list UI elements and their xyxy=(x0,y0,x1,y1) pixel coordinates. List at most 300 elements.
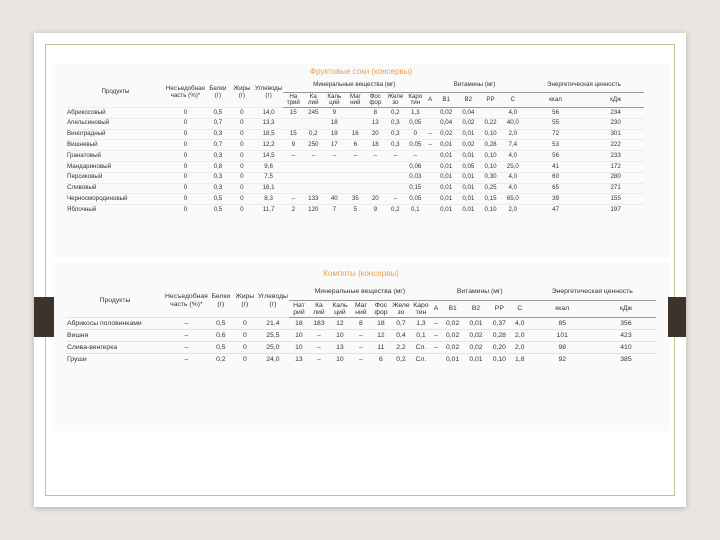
sub-header: Ка лий xyxy=(309,301,329,318)
table-cell xyxy=(345,183,365,194)
juices-panel xyxy=(54,65,668,257)
table-cell: – xyxy=(309,354,329,366)
table-cell: 0,01 xyxy=(435,140,457,151)
edible-header: Несъедобная часть (%)* xyxy=(165,85,205,99)
table-cell: 0,3 xyxy=(206,151,230,162)
minerals-header: Минеральные вещества (мг) xyxy=(289,284,431,301)
table-cell: 0 xyxy=(165,161,206,172)
table-cell: 9 xyxy=(365,205,385,215)
table-cell: 13,3 xyxy=(254,118,283,129)
table-cell: 233 xyxy=(587,151,644,162)
energy-header: Энергетическая ценность xyxy=(524,78,644,93)
table-cell: 271 xyxy=(587,183,644,194)
table-cell: 0,3 xyxy=(385,140,405,151)
table-cell: 18 xyxy=(289,318,309,330)
table-row xyxy=(66,318,656,330)
table-cell xyxy=(425,151,435,162)
sub-header: Желе зо xyxy=(385,93,405,108)
table-cell: 280 xyxy=(587,172,644,183)
table-cell: – xyxy=(365,151,385,162)
table-cell: 0 xyxy=(165,205,206,215)
compotes-title: Компоты (консервы) xyxy=(323,269,399,278)
table-cell: 35 xyxy=(345,194,365,205)
table-cell: 0,3 xyxy=(385,118,405,129)
table-cell: 0,03 xyxy=(405,172,425,183)
table-cell: 8 xyxy=(351,318,371,330)
table-cell: 10 xyxy=(329,354,351,366)
juices-header-row xyxy=(66,78,644,93)
table-cell: 0 xyxy=(230,172,254,183)
table-cell: 7,5 xyxy=(254,172,283,183)
table-cell: 301 xyxy=(587,129,644,140)
table-row xyxy=(66,354,656,366)
table-cell: 197 xyxy=(587,205,644,215)
energy-header: Энергетическая ценность xyxy=(529,284,656,301)
table-cell xyxy=(323,183,345,194)
table-cell: 0,01 xyxy=(457,194,479,205)
table-cell: 20 xyxy=(365,194,385,205)
table-cell: 21,4 xyxy=(257,318,289,330)
table-cell: 0 xyxy=(165,183,206,194)
table-cell: 0,01 xyxy=(457,172,479,183)
table-cell: 0,15 xyxy=(479,194,501,205)
sub-header: Ка лий xyxy=(303,93,323,108)
product-name-cell: Яблочный xyxy=(66,205,165,215)
table-cell: – xyxy=(405,151,425,162)
sub-header: ккал xyxy=(529,301,596,318)
table-cell: 0,02 xyxy=(441,318,464,330)
table-cell: 0,01 xyxy=(457,129,479,140)
table-cell: – xyxy=(425,129,435,140)
table-cell: 0,01 xyxy=(435,161,457,172)
table-cell: 101 xyxy=(529,330,596,342)
compotes-table xyxy=(66,284,656,365)
table-cell: 0 xyxy=(233,342,257,354)
sub-header: А xyxy=(425,93,435,108)
table-cell: 0,10 xyxy=(479,151,501,162)
table-cell: 53 xyxy=(524,140,587,151)
table-row xyxy=(66,108,644,119)
juices-body xyxy=(66,108,644,215)
sub-header: В1 xyxy=(435,93,457,108)
sub-header: А xyxy=(431,301,441,318)
table-cell: 0,4 xyxy=(391,330,411,342)
table-cell: 0 xyxy=(230,151,254,162)
table-cell: – xyxy=(164,330,209,342)
table-cell: 0,28 xyxy=(488,330,511,342)
table-cell: 18 xyxy=(323,118,345,129)
table-cell xyxy=(283,183,303,194)
table-cell: 0,01 xyxy=(435,151,457,162)
table-cell: 0,01 xyxy=(457,205,479,215)
table-cell: 4,0 xyxy=(511,318,529,330)
table-cell xyxy=(303,172,323,183)
table-cell: 85 xyxy=(529,318,596,330)
vitamins-header: Витамины (мг) xyxy=(425,78,524,93)
table-cell: 423 xyxy=(596,330,656,342)
table-cell: 7 xyxy=(323,205,345,215)
proteins-header: Белки (г) xyxy=(211,293,231,308)
table-cell: 10 xyxy=(329,330,351,342)
table-cell: 0 xyxy=(233,330,257,342)
minerals-header: Минеральные вещества (мг) xyxy=(283,78,425,93)
table-cell: 92 xyxy=(529,354,596,366)
table-cell: 15 xyxy=(283,108,303,119)
table-cell: 172 xyxy=(587,161,644,172)
edible-header: Несъедобная часть (%)* xyxy=(165,293,208,308)
table-cell: 0 xyxy=(165,151,206,162)
table-cell: – xyxy=(309,330,329,342)
table-cell xyxy=(385,183,405,194)
table-cell: – xyxy=(431,318,441,330)
table-cell: 0,5 xyxy=(206,205,230,215)
product-name-cell: Абрикосовый xyxy=(66,108,165,119)
table-cell: 0,5 xyxy=(209,342,233,354)
table-cell: 5 xyxy=(345,205,365,215)
product-name-cell: Виноградный xyxy=(66,129,165,140)
table-cell: 0,37 xyxy=(488,318,511,330)
table-row xyxy=(66,342,656,354)
table-cell: 14,5 xyxy=(254,151,283,162)
sub-header: С xyxy=(502,93,524,108)
table-cell: – xyxy=(303,151,323,162)
sub-header: ккал xyxy=(524,93,587,108)
table-cell: 0,25 xyxy=(479,183,501,194)
table-cell: 10 xyxy=(289,342,309,354)
table-cell: 15 xyxy=(283,129,303,140)
table-cell: 2,2 xyxy=(391,342,411,354)
table-cell: 0,01 xyxy=(464,354,487,366)
table-cell xyxy=(345,118,365,129)
sub-header: На трий xyxy=(283,93,303,108)
sub-header: Фос фор xyxy=(371,301,391,318)
table-cell: 0 xyxy=(230,129,254,140)
table-cell: – xyxy=(164,342,209,354)
table-cell: 4,0 xyxy=(502,108,524,119)
table-cell: 55 xyxy=(524,118,587,129)
table-cell: 0 xyxy=(230,194,254,205)
table-cell: – xyxy=(323,151,345,162)
table-cell: – xyxy=(345,151,365,162)
table-cell: 0 xyxy=(165,172,206,183)
table-cell: Сл. xyxy=(411,342,431,354)
table-cell xyxy=(425,205,435,215)
table-cell: 133 xyxy=(303,194,323,205)
carbs-header: Углеводы (г) xyxy=(257,293,288,308)
table-cell xyxy=(425,194,435,205)
table-cell: 16 xyxy=(345,129,365,140)
table-row xyxy=(66,205,644,215)
table-cell: 2,0 xyxy=(511,330,529,342)
table-cell xyxy=(365,172,385,183)
table-cell: – xyxy=(309,342,329,354)
table-cell xyxy=(303,183,323,194)
table-cell: 18 xyxy=(365,140,385,151)
table-cell: 385 xyxy=(596,354,656,366)
table-cell: 0,01 xyxy=(435,183,457,194)
table-cell: 0,2 xyxy=(303,129,323,140)
table-cell: 0 xyxy=(230,118,254,129)
table-cell xyxy=(385,161,405,172)
product-name-cell: Персиковый xyxy=(66,172,165,183)
table-cell: 0,05 xyxy=(405,194,425,205)
sub-header: РР xyxy=(479,93,501,108)
table-cell: 0 xyxy=(230,183,254,194)
table-row xyxy=(66,118,644,129)
table-cell: 0,5 xyxy=(209,318,233,330)
vitamins-header: Витамины (мг) xyxy=(431,284,529,301)
product-name-cell: Мандариновый xyxy=(66,161,165,172)
proteins-header: Белки (г) xyxy=(209,85,227,99)
table-cell: 0,02 xyxy=(464,342,487,354)
table-cell: 2 xyxy=(283,205,303,215)
product-name-cell: Груши xyxy=(66,354,164,366)
table-cell: 0 xyxy=(233,354,257,366)
table-cell: 0,05 xyxy=(405,118,425,129)
table-cell: 183 xyxy=(309,318,329,330)
product-name-cell: Апельсиновый xyxy=(66,118,165,129)
compotes-body xyxy=(66,318,656,366)
table-cell: 120 xyxy=(303,205,323,215)
table-cell: 0,10 xyxy=(479,205,501,215)
table-row xyxy=(66,151,644,162)
table-cell: – xyxy=(351,342,371,354)
sub-header: Желе зо xyxy=(392,301,410,316)
table-cell: 0,01 xyxy=(435,205,457,215)
table-cell: 47 xyxy=(524,205,587,215)
table-cell: 39 xyxy=(524,194,587,205)
table-cell: 0,05 xyxy=(405,140,425,151)
juices-title: Фруктовые соки (консервы) xyxy=(309,67,413,76)
table-cell: 0,15 xyxy=(405,183,425,194)
table-cell: 1,3 xyxy=(411,318,431,330)
table-cell: 0,8 xyxy=(206,161,230,172)
table-cell: – xyxy=(164,318,209,330)
sub-header: В2 xyxy=(464,301,487,318)
table-cell: 0,02 xyxy=(464,330,487,342)
table-cell: 0,04 xyxy=(457,108,479,119)
table-cell: 155 xyxy=(587,194,644,205)
table-cell: 12 xyxy=(329,318,351,330)
table-cell: 25,5 xyxy=(257,330,289,342)
sub-header: Фос фор xyxy=(365,93,385,108)
table-cell: 0,20 xyxy=(488,342,511,354)
table-cell: 0,3 xyxy=(206,183,230,194)
table-cell: 0,01 xyxy=(435,194,457,205)
table-cell: 2,0 xyxy=(502,129,524,140)
table-row xyxy=(66,330,656,342)
table-cell xyxy=(365,183,385,194)
sub-header: кДж xyxy=(587,93,644,108)
table-cell: 16,1 xyxy=(254,183,283,194)
table-cell: 40 xyxy=(323,194,345,205)
table-cell: 20 xyxy=(365,129,385,140)
table-row xyxy=(66,194,644,205)
table-cell: 25,0 xyxy=(502,161,524,172)
table-cell: 0 xyxy=(165,140,206,151)
table-cell xyxy=(425,183,435,194)
table-cell xyxy=(323,161,345,172)
table-cell xyxy=(425,172,435,183)
table-cell: Сл. xyxy=(411,354,431,366)
table-cell: 0,02 xyxy=(441,342,464,354)
table-cell: 0,2 xyxy=(385,108,405,119)
sub-header: В2 xyxy=(457,93,479,108)
product-name-cell: Абрикосы половинками xyxy=(66,318,164,330)
product-name-cell: Слива-венгерка xyxy=(66,342,164,354)
table-cell: 0,01 xyxy=(457,151,479,162)
table-cell: 11,7 xyxy=(254,205,283,215)
table-cell xyxy=(283,118,303,129)
table-cell: 4,0 xyxy=(502,172,524,183)
table-cell: 0,10 xyxy=(479,161,501,172)
product-name-cell: Вишневый xyxy=(66,140,165,151)
table-cell: 0,7 xyxy=(391,318,411,330)
table-cell: 0,5 xyxy=(206,108,230,119)
sub-header: В1 xyxy=(441,301,464,318)
table-cell xyxy=(425,118,435,129)
table-cell: 0,02 xyxy=(457,118,479,129)
table-cell: 60 xyxy=(524,172,587,183)
table-cell: 0,01 xyxy=(441,354,464,366)
products-header: Продукты xyxy=(101,88,130,96)
table-cell: 1,3 xyxy=(405,108,425,119)
table-cell: 0 xyxy=(230,108,254,119)
table-cell: 0,10 xyxy=(488,354,511,366)
table-cell: 12,2 xyxy=(254,140,283,151)
table-cell: 0,1 xyxy=(411,330,431,342)
table-cell xyxy=(345,161,365,172)
table-cell: 0,01 xyxy=(435,172,457,183)
compotes-header-row xyxy=(66,284,656,301)
table-cell: 56 xyxy=(524,151,587,162)
sub-header: Каль ций xyxy=(323,93,345,108)
table-cell: 0 xyxy=(405,129,425,140)
table-cell: 0,3 xyxy=(206,129,230,140)
table-cell: – xyxy=(283,194,303,205)
sub-header: Каро тин xyxy=(405,93,425,108)
table-cell: 0,5 xyxy=(206,194,230,205)
table-cell: 0,10 xyxy=(479,129,501,140)
table-cell: – xyxy=(425,140,435,151)
table-cell xyxy=(425,108,435,119)
table-cell xyxy=(431,354,441,366)
table-cell xyxy=(283,172,303,183)
table-cell: 250 xyxy=(303,140,323,151)
table-cell: – xyxy=(431,330,441,342)
table-cell: 7,4 xyxy=(502,140,524,151)
table-cell xyxy=(479,108,501,119)
table-cell: 18,5 xyxy=(254,129,283,140)
table-cell: 25,0 xyxy=(257,342,289,354)
table-cell: 0,3 xyxy=(206,172,230,183)
table-cell: 41 xyxy=(524,161,587,172)
table-cell: 0 xyxy=(230,161,254,172)
table-cell: – xyxy=(351,354,371,366)
table-cell: 98 xyxy=(529,342,596,354)
table-cell: 56 xyxy=(524,108,587,119)
products-header: Продукты xyxy=(99,296,131,304)
table-cell: 0 xyxy=(165,194,206,205)
table-cell xyxy=(345,108,365,119)
table-cell: 0,06 xyxy=(405,161,425,172)
table-cell xyxy=(283,161,303,172)
table-cell: 14,0 xyxy=(254,108,283,119)
table-cell: – xyxy=(385,194,405,205)
table-cell: 0,04 xyxy=(435,118,457,129)
table-row xyxy=(66,129,644,140)
table-cell: 10 xyxy=(289,330,309,342)
table-cell: 13 xyxy=(365,118,385,129)
table-row xyxy=(66,161,644,172)
table-row xyxy=(66,172,644,183)
table-cell: 9 xyxy=(323,108,345,119)
table-cell xyxy=(425,161,435,172)
table-cell: 6 xyxy=(345,140,365,151)
sub-header: Каро тин xyxy=(411,301,431,318)
table-cell: – xyxy=(283,151,303,162)
table-cell: 0,02 xyxy=(435,108,457,119)
table-cell: 9,6 xyxy=(254,161,283,172)
table-cell: 0,01 xyxy=(457,183,479,194)
table-cell: 0,1 xyxy=(405,205,425,215)
table-cell: 0,28 xyxy=(479,140,501,151)
table-cell: – xyxy=(385,151,405,162)
table-cell: 13 xyxy=(289,354,309,366)
carbs-header: Углеводы (г) xyxy=(254,85,283,99)
table-cell: – xyxy=(164,354,209,366)
table-cell: 4,0 xyxy=(502,183,524,194)
table-cell: 24,0 xyxy=(257,354,289,366)
table-cell: 234 xyxy=(587,108,644,119)
table-cell: 13 xyxy=(329,342,351,354)
table-cell: 17 xyxy=(323,140,345,151)
table-cell: 4,0 xyxy=(502,151,524,162)
table-cell: 0,3 xyxy=(385,129,405,140)
table-cell: 0,2 xyxy=(209,354,233,366)
fats-header: Жиры (г) xyxy=(235,293,255,308)
table-cell: 18 xyxy=(371,318,391,330)
table-cell: 356 xyxy=(596,318,656,330)
sub-header: С xyxy=(511,301,529,318)
product-name-cell: Вишня xyxy=(66,330,164,342)
table-cell: 40,0 xyxy=(502,118,524,129)
table-cell xyxy=(303,118,323,129)
table-cell xyxy=(323,172,345,183)
table-cell: 410 xyxy=(596,342,656,354)
fats-header: Жиры (г) xyxy=(233,85,251,99)
table-cell: 230 xyxy=(587,118,644,129)
product-name-cell: Гранатовый xyxy=(66,151,165,162)
table-cell: 0,7 xyxy=(206,118,230,129)
table-cell: 2,0 xyxy=(502,205,524,215)
sub-header: кДж xyxy=(596,301,656,318)
table-cell: 1,8 xyxy=(511,354,529,366)
table-cell: 8 xyxy=(365,108,385,119)
product-name-cell: Черносмородиновый xyxy=(66,194,165,205)
table-cell: 0,2 xyxy=(391,354,411,366)
table-cell: 9 xyxy=(283,140,303,151)
table-cell xyxy=(345,172,365,183)
sub-header: РР xyxy=(488,301,511,318)
compotes-panel xyxy=(54,264,668,430)
table-cell: 72 xyxy=(524,129,587,140)
sub-header: Маг ний xyxy=(345,93,365,108)
table-cell xyxy=(385,172,405,183)
table-cell: 8,3 xyxy=(254,194,283,205)
table-cell: 0 xyxy=(230,140,254,151)
table-cell xyxy=(303,161,323,172)
